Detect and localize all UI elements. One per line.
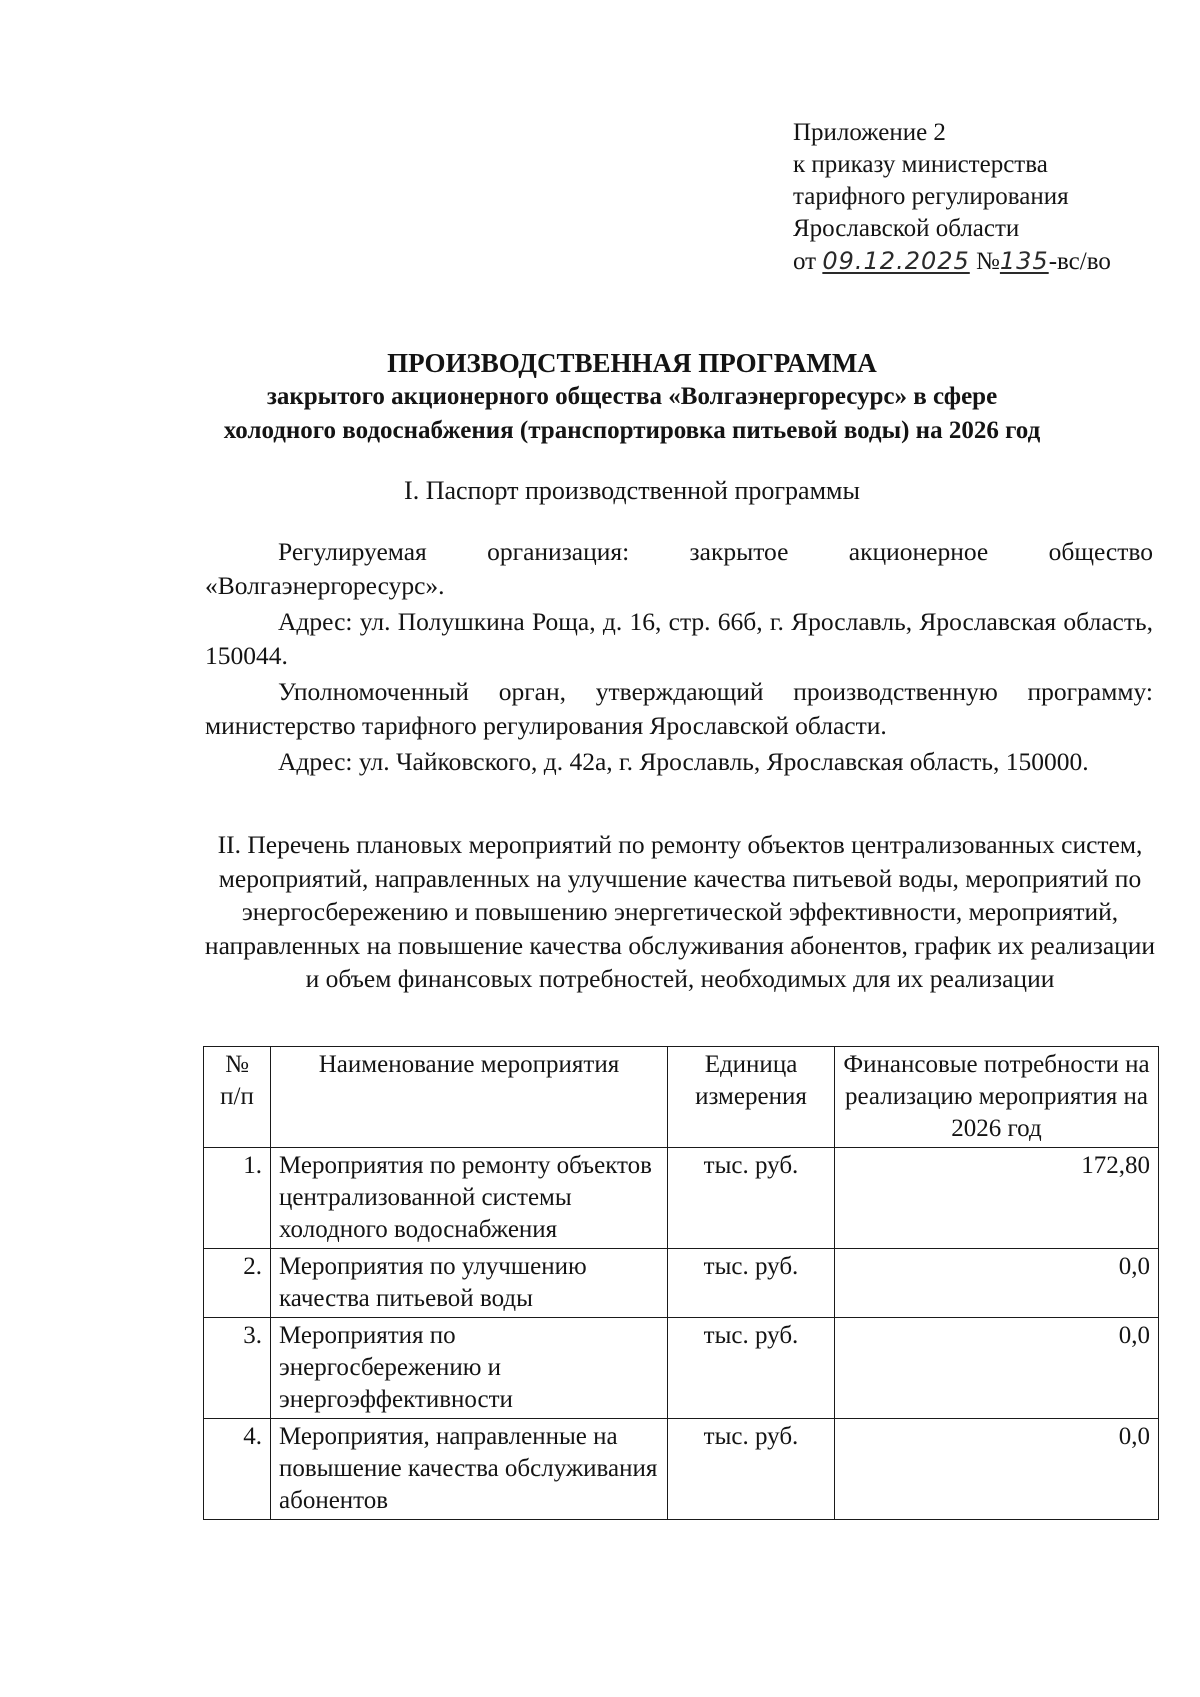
row-num: 3. — [204, 1318, 271, 1419]
appendix-line-4: Ярославской области — [793, 215, 1020, 242]
row-unit: тыс. руб. — [668, 1249, 835, 1318]
header-unit: Единица измерения — [668, 1047, 835, 1148]
row-unit: тыс. руб. — [668, 1419, 835, 1520]
row-name: Мероприятия по улучшению качества питьевой воды — [271, 1249, 668, 1318]
appendix-line-3: тарифного регулирования — [793, 183, 1069, 210]
order-date-handwritten: 09.12.2025 — [822, 247, 970, 275]
appendix-line-2: к приказу министерства — [793, 151, 1048, 178]
row-value: 0,0 — [835, 1318, 1159, 1419]
table-row — [204, 1148, 1159, 1249]
row-name: Мероприятия, направленные на повышение качества обслуживания абонентов — [271, 1419, 668, 1520]
passport-authority-address: Адрес: ул. Чайковского, д. 42а, г. Ярославль, Ярославская область, 150000. — [278, 747, 1089, 776]
row-name: Мероприятия по ремонту объектов централизованной системы холодного водоснабжения — [271, 1148, 668, 1249]
title-sub-line-2: холодного водоснабжения (транспортировка питьевой воды) на 2026 год — [223, 417, 1041, 444]
row-num: 2. — [204, 1249, 271, 1318]
section-2-heading: II. Перечень плановых мероприятий по ремонту объектов централизованных систем, мероприятий, направленных на улучшение качества питьевой воды, мероприятий по энергосбережению и повышению энергетической эффективности, мероприятий, направленных на повышение качества обслуживания абонентов, график их реализации и объем финансовых потребностей, необходимых для их реализации — [204, 830, 1156, 993]
order-number-sign: № — [976, 248, 1000, 275]
order-number-suffix: -вс/во — [1048, 248, 1111, 275]
passport-text — [205, 535, 1153, 781]
header-finance: Финансовые потребности на реализацию мероприятия на 2026 год — [835, 1047, 1159, 1148]
title-main: ПРОИЗВОДСТВЕННАЯ ПРОГРАММА — [387, 348, 877, 378]
title-sub-line-1: закрытого акционерного общества «Волгаэнергоресурс» в сфере — [266, 383, 998, 410]
row-name: Мероприятия по энергосбережению и энергоэффективности — [271, 1318, 668, 1419]
row-value: 0,0 — [835, 1419, 1159, 1520]
program-title — [190, 346, 1074, 448]
row-num: 4. — [204, 1419, 271, 1520]
measures-table — [203, 1046, 1159, 1520]
section-1-heading: I. Паспорт производственной программы — [404, 476, 860, 505]
appendix-block — [793, 117, 1111, 278]
row-num: 1. — [204, 1148, 271, 1249]
passport-authority: Уполномоченный орган, утверждающий производственную программу: министерство тарифного регулирования Ярославской области. — [205, 677, 1153, 740]
appendix-order-line — [793, 245, 1111, 278]
table-row — [204, 1318, 1159, 1419]
passport-organization: Регулируемая организация: закрытое акционерное общество «Волгаэнергоресурс». — [205, 537, 1153, 600]
table-header-row — [204, 1047, 1159, 1148]
header-name: Наименование мероприятия — [271, 1047, 668, 1148]
passport-organization-address: Адрес: ул. Полушкина Роща, д. 16, стр. 66б, г. Ярославль, Ярославская область, 150044. — [205, 607, 1153, 670]
order-number-handwritten: 135 — [999, 247, 1049, 275]
row-unit: тыс. руб. — [668, 1318, 835, 1419]
row-value: 172,80 — [835, 1148, 1159, 1249]
row-value: 0,0 — [835, 1249, 1159, 1318]
row-unit: тыс. руб. — [668, 1148, 835, 1249]
table-row — [204, 1419, 1159, 1520]
header-num: № п/п — [204, 1047, 271, 1148]
appendix-line-1: Приложение 2 — [793, 119, 946, 146]
order-date-prefix: от — [793, 248, 817, 275]
table-row — [204, 1249, 1159, 1318]
